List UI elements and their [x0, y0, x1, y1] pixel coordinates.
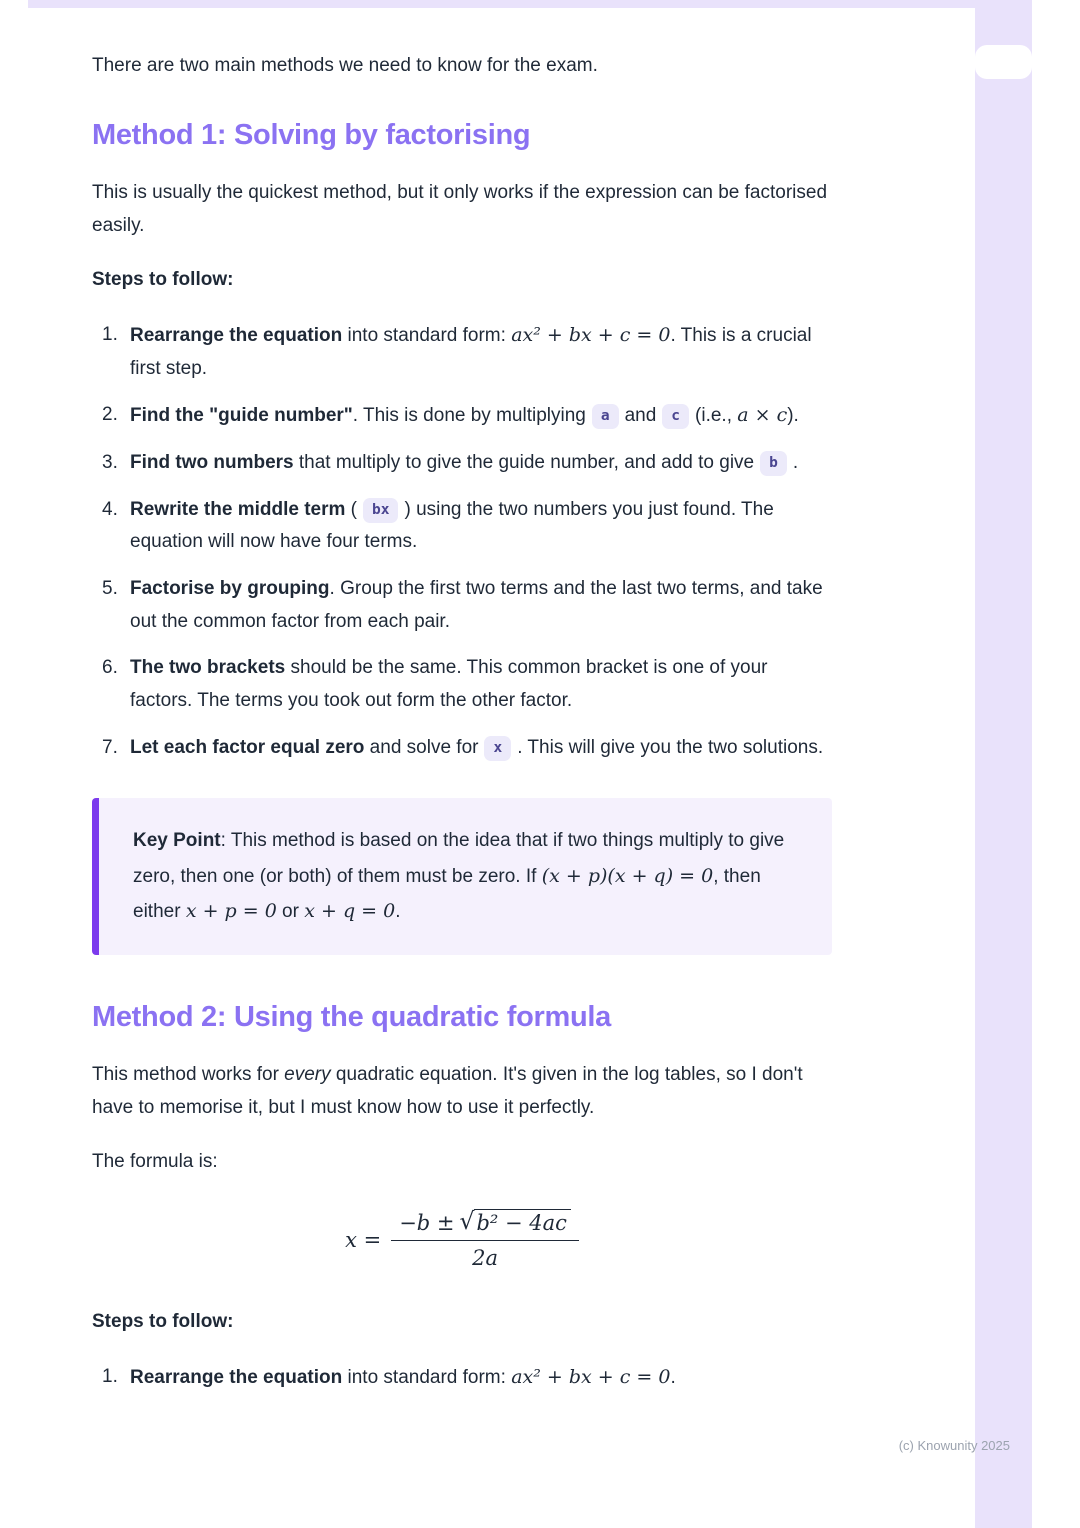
step-number: 6. [102, 657, 118, 679]
method1-heading: Method 1: Solving by factorising [92, 118, 531, 151]
step-text [130, 319, 832, 385]
text-segment: into standard form: [342, 324, 512, 346]
text-segment: ). [787, 405, 799, 427]
step-item [102, 732, 832, 765]
text-segment: ) using the two numbers you just found. The equation will now have four terms. [130, 498, 774, 553]
text-segment: or [276, 900, 305, 922]
method1-steps-list [92, 319, 832, 764]
bold-segment: Find the "guide number" [130, 405, 353, 427]
text-segment: . This will give you the two solutions. [517, 736, 824, 758]
step-text [130, 1361, 832, 1395]
inline-code-chip: a [592, 404, 619, 429]
step-text [130, 732, 832, 765]
step-number: 1. [102, 1365, 118, 1387]
intro-paragraph: There are two main methods we need to know for the exam. [92, 55, 598, 76]
step-item [102, 573, 832, 638]
text-segment: quadratic equation. It's given in the log tables, so I don't have to memorise it, but I must know how to use it perfectly. [92, 1064, 803, 1118]
text-segment: . This is a crucial first step. [130, 324, 812, 379]
step-number: 2. [102, 404, 118, 426]
scrollbar-track[interactable] [975, 0, 1032, 1528]
text-segment: and [624, 405, 657, 427]
math-expression: x + p = 0 [185, 899, 277, 922]
text-segment: ( [345, 498, 357, 520]
step-number: 5. [102, 577, 118, 599]
method2-steps-list [92, 1361, 832, 1395]
formula-intro: The formula is: [92, 1151, 218, 1173]
key-point-text [133, 830, 784, 921]
method1-description: This is usually the quickest method, but it only works if the expression can be factorised easily. [92, 181, 828, 236]
math-expression: a × c [737, 404, 788, 427]
text-segment: should be the same. This common bracket is one of your factors. The terms you took out form the other factor. [130, 657, 768, 711]
radical-sign: √ [459, 1207, 475, 1236]
step-number: 3. [102, 451, 118, 473]
text-segment: and solve for [364, 736, 479, 758]
method2-description [92, 1059, 832, 1124]
math-expression: (x + p)(x + q) = 0 [541, 864, 714, 887]
numerator-prefix: −b ± [399, 1211, 455, 1236]
bold-segment: Find two numbers [130, 451, 294, 473]
footer-copyright: (c) Knowunity 2025 [898, 1438, 1010, 1453]
step-item [102, 399, 832, 433]
text-segment: (i.e., [695, 405, 738, 427]
scrollbar-thumb[interactable] [975, 45, 1032, 79]
key-point-callout [92, 798, 832, 955]
step-text [130, 494, 832, 559]
step-number: 1. [102, 323, 118, 345]
bold-segment: Rewrite the middle term [130, 498, 346, 520]
text-segment: that multiply to give the guide number, and add to give [293, 451, 755, 473]
text-segment: . [792, 451, 799, 473]
step-item [102, 652, 832, 717]
inline-code-chip: b [760, 451, 787, 476]
step-text [130, 652, 832, 717]
bold-segment: Factorise by grouping [130, 577, 330, 599]
step-item [102, 447, 832, 480]
quadratic-formula [92, 1209, 832, 1270]
method1-steps-label: Steps to follow: [92, 269, 234, 291]
step-number: 7. [102, 736, 118, 758]
text-segment: : This method is based on the idea that if two things multiply to give zero, then one (or both) of them must be zero. If [133, 830, 785, 887]
bold-segment: The two brackets [130, 657, 286, 679]
bold-segment: Rearrange the equation [130, 324, 343, 346]
radicand: b² − 4ac [474, 1209, 570, 1235]
bold-segment: Key Point [133, 830, 221, 852]
italic-segment: every [284, 1064, 331, 1086]
math-expression: ax² + bx + c = 0 [511, 323, 671, 346]
page-top-gap [28, 0, 1032, 8]
step-item [102, 494, 832, 559]
inline-code-chip: c [662, 404, 689, 429]
step-text [130, 399, 832, 433]
bold-segment: Let each factor equal zero [130, 736, 365, 758]
fraction-denominator: 2a [472, 1246, 498, 1271]
method2-steps-label: Steps to follow: [92, 1311, 234, 1333]
text-segment: . [670, 1366, 676, 1388]
text-segment: This method works for [92, 1064, 285, 1086]
bold-segment: Rearrange the equation [130, 1366, 343, 1388]
formula-fraction [391, 1209, 579, 1270]
text-segment: . [395, 900, 401, 922]
text-segment: . This is done by multiplying [352, 405, 586, 427]
text-segment: . Group the first two terms and the last two terms, and take out the common factor from each pair. [130, 577, 823, 632]
inline-code-chip: x [484, 736, 511, 761]
step-text [130, 573, 832, 638]
method2-heading: Method 2: Using the quadratic formula [92, 1000, 611, 1033]
step-text [130, 447, 832, 480]
step-item [102, 319, 832, 385]
formula-lhs: x = [345, 1227, 382, 1252]
fraction-numerator [391, 1209, 579, 1241]
inline-code-chip: bx [363, 498, 398, 523]
text-segment: into standard form: [342, 1366, 512, 1388]
step-item [102, 1361, 832, 1395]
square-root [460, 1209, 571, 1235]
math-expression: ax² + bx + c = 0 [511, 1365, 671, 1388]
text-segment: , then either [133, 865, 761, 922]
math-expression: x + q = 0 [304, 899, 396, 922]
step-number: 4. [102, 498, 118, 520]
